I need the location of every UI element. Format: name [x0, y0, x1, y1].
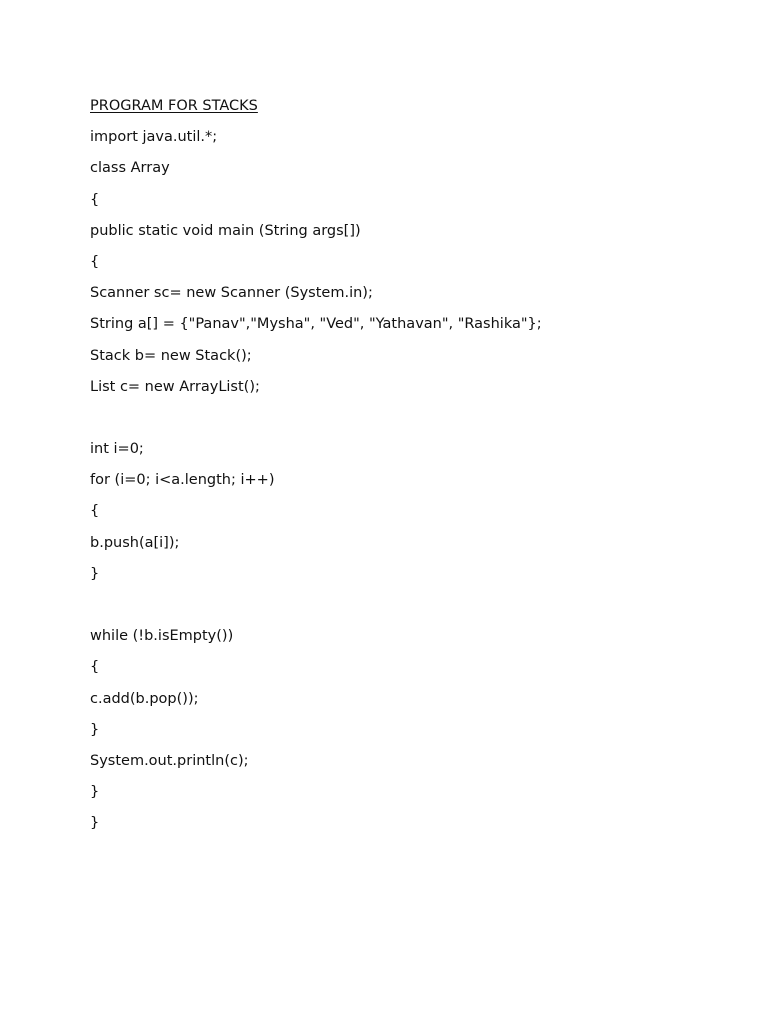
code-line: {	[90, 503, 100, 520]
code-line: c.add(b.pop());	[90, 690, 199, 707]
code-line: while (!b.isEmpty())	[90, 628, 234, 645]
code-line: class Array	[90, 160, 170, 177]
code-line: Stack b= new Stack();	[90, 347, 252, 364]
code-line: b.push(a[i]);	[90, 534, 180, 551]
code-line: int i=0;	[90, 441, 144, 458]
code-line: }	[90, 565, 100, 582]
code-line: {	[90, 253, 100, 270]
blank-line	[90, 403, 710, 434]
blank-line	[90, 590, 710, 621]
code-line: {	[90, 659, 100, 676]
code-line: Scanner sc= new Scanner (System.in);	[90, 285, 373, 302]
code-line: }	[90, 784, 100, 801]
code-line: List c= new ArrayList();	[90, 378, 260, 395]
code-line: }	[90, 815, 100, 832]
code-line: String a[] = {"Panav","Mysha", "Ved", "Yathavan", "Rashika"};	[90, 316, 542, 333]
document-title: PROGRAM FOR STACKS	[90, 98, 258, 114]
code-line: public static void main (String args[])	[90, 222, 361, 239]
code-line: import java.util.*;	[90, 129, 218, 146]
document-body	[90, 91, 710, 840]
code-line: {	[90, 191, 100, 208]
code-line: for (i=0; i<a.length; i++)	[90, 472, 275, 489]
code-line: }	[90, 721, 100, 738]
code-line: System.out.println(c);	[90, 752, 249, 769]
